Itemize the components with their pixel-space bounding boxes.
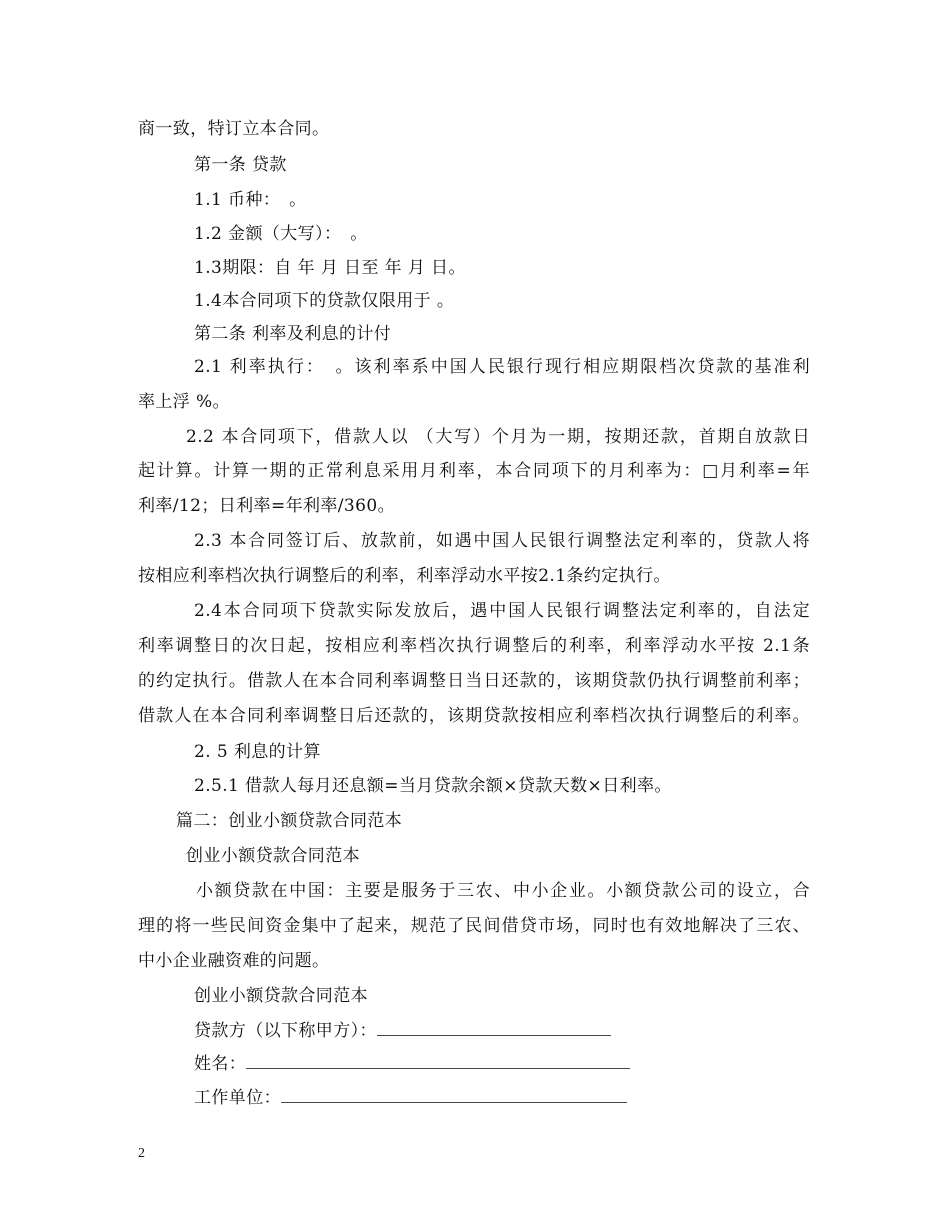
fill-in-blank[interactable] [377,1020,611,1036]
text-line: 商一致，特订立本合同。 [138,119,330,139]
text-line: 按相应利率档次执行调整后的利率，利率浮动水平按2.1条约定执行。 [138,566,671,586]
page-number: 2 [138,1146,145,1161]
form-field-label: 工作单位： [194,1088,281,1108]
text-line: 起计算。计算一期的正常利息采用月利率，本合同项下的月利率为：□月利率=年 [138,461,810,481]
fill-in-blank[interactable] [281,1087,627,1103]
section-heading: 篇二：创业小额贷款合同范本 [176,811,403,831]
form-field-lender [194,1020,611,1042]
text-line: 小额贷款在中国：主要是服务于三农、中小企业。小额贷款公司的设立，合 [196,881,810,901]
text-line: 1.2 金额（大写）： 。 [194,224,368,244]
text-line: 2.5.1 借款人每月还息额=当月贷款余额×贷款天数×日利率。 [194,776,672,796]
text-line: 借款人在本合同利率调整日后还款的，该期贷款按相应利率档次执行调整后的利率。 [138,706,810,726]
text-line: 1.3期限：自 年 月 日至 年 月 日。 [194,258,466,278]
text-line: 2.1 利率执行： 。该利率系中国人民银行现行相应期限档次贷款的基准利 [194,357,810,377]
text-line: 2.4本合同项下贷款实际发放后，遇中国人民银行调整法定利率的，自法定 [194,601,810,621]
text-line: 利率/12；日利率=年利率/360。 [138,496,395,516]
section-heading: 创业小额贷款合同范本 [186,846,360,866]
section-heading: 第一条 贷款 [194,155,287,175]
fill-in-blank[interactable] [246,1053,630,1069]
text-line: 率上浮 %。 [138,392,230,412]
text-line: 1.4本合同项下的贷款仅限用于 。 [194,291,455,311]
text-line: 2.3 本合同签订后、放款前，如遇中国人民银行调整法定利率的，贷款人将 [194,531,810,551]
text-line: 2.2 本合同项下，借款人以 （大写）个月为一期，按期还款，首期自放款日 [186,427,810,447]
text-line: 利率调整日的次日起，按相应利率档次执行调整后的利率，利率浮动水平按 2.1条 [138,636,810,656]
section-heading: 创业小额贷款合同范本 [194,986,368,1006]
text-line: 理的将一些民间资金集中了起来，规范了民间借贷市场，同时也有效地解决了三农、 [138,916,810,936]
form-field-label: 贷款方（以下称甲方）： [194,1021,377,1041]
text-line: 1.1 币种： 。 [194,190,307,210]
text-line: 中小企业融资难的问题。 [138,951,330,971]
form-field-name [194,1053,630,1075]
form-field-workplace [194,1087,627,1109]
text-line: 的约定执行。借款人在本合同利率调整日当日还款的，该期贷款仍执行调整前利率； [138,671,810,691]
section-heading: 第二条 利率及利息的计付 [194,324,392,344]
form-field-label: 姓名： [194,1054,247,1074]
text-line: 2. 5 利息的计算 [194,742,321,762]
